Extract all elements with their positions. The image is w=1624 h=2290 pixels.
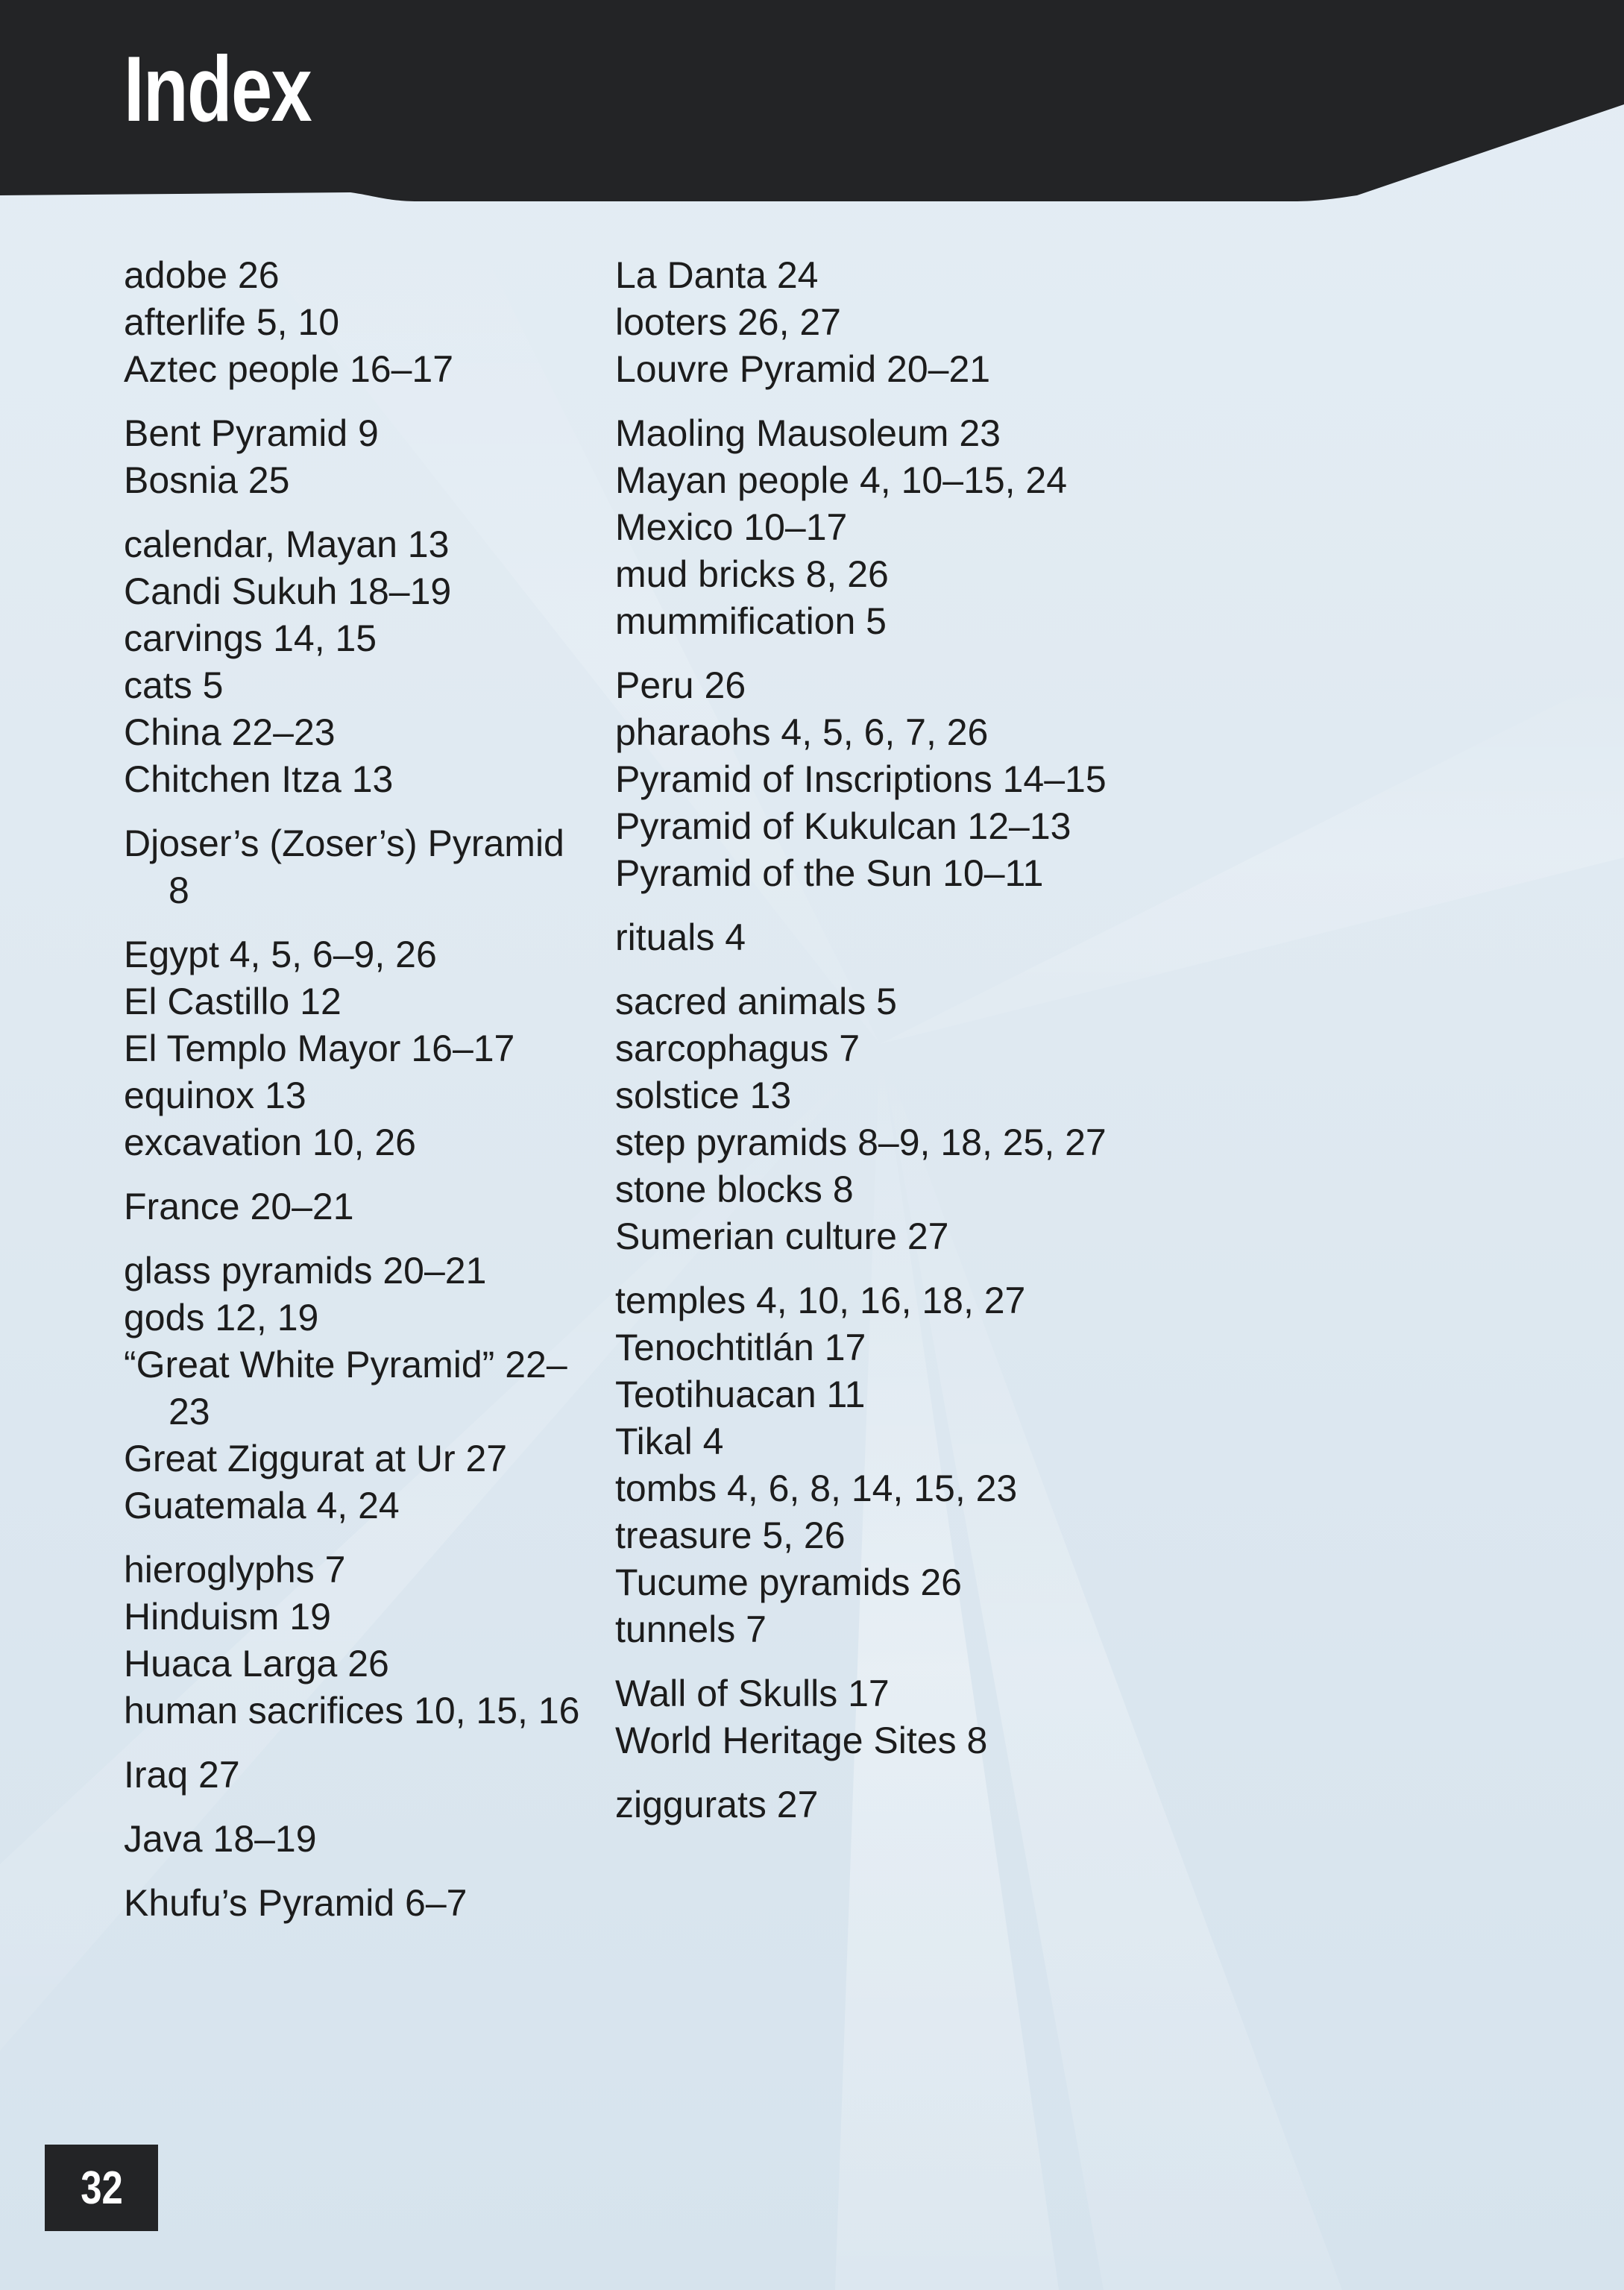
index-entry: pharaohs 4, 5, 6, 7, 26	[615, 711, 989, 753]
index-entry: mummification 5	[615, 600, 887, 642]
index-entry: stone blocks 8	[615, 1168, 854, 1210]
index-group	[124, 1752, 586, 1799]
index-entry: human sacrifices 10, 15, 16	[124, 1690, 580, 1731]
index-entry: Peru 26	[615, 664, 746, 706]
index-entry: Bosnia 25	[124, 459, 290, 501]
index-entry: Guatemala 4, 24	[124, 1485, 400, 1526]
index-entry: Djoser’s (Zoser’s) Pyramid 8	[124, 822, 564, 911]
index-entry: Wall of Skulls 17	[615, 1673, 890, 1714]
index-entry: adobe 26	[124, 254, 280, 296]
index-entry: Great Ziggurat at Ur 27	[124, 1438, 508, 1479]
index-entry: Tikal 4	[615, 1421, 724, 1462]
index-group	[124, 1248, 586, 1529]
index-entry: Pyramid of Inscriptions 14–15	[615, 758, 1107, 800]
index-group	[615, 252, 1182, 393]
index-entry: ziggurats 27	[615, 1784, 819, 1825]
page-number-box	[45, 2145, 158, 2231]
index-column-right	[615, 252, 1182, 1846]
index-entry: temples 4, 10, 16, 18, 27	[615, 1280, 1026, 1321]
page-title: Index	[124, 38, 312, 141]
index-entry: “Great White Pyramid” 22–23	[124, 1344, 567, 1432]
index-entry: Sumerian culture 27	[615, 1215, 949, 1257]
index-entry: Iraq 27	[124, 1754, 240, 1796]
index-group	[124, 1547, 586, 1734]
index-entry: China 22–23	[124, 711, 336, 753]
index-group	[615, 1277, 1182, 1653]
index-entry: tunnels 7	[615, 1608, 767, 1650]
index-group	[615, 662, 1182, 897]
index-column-left	[124, 252, 586, 1944]
index-entry: Pyramid of Kukulcan 12–13	[615, 805, 1071, 847]
index-entry: mud bricks 8, 26	[615, 553, 889, 595]
index-group	[615, 1781, 1182, 1828]
index-entry: Teotihuacan 11	[615, 1374, 866, 1415]
index-entry: El Templo Mayor 16–17	[124, 1028, 515, 1069]
index-entry: looters 26, 27	[615, 301, 841, 343]
index-entry: Maoling Mausoleum 23	[615, 412, 1001, 454]
index-group	[124, 1816, 586, 1863]
index-entry: calendar, Mayan 13	[124, 523, 450, 565]
index-entry: Khufu’s Pyramid 6–7	[124, 1882, 468, 1924]
index-group	[615, 410, 1182, 645]
index-entry: gods 12, 19	[124, 1297, 319, 1339]
index-entry: Mexico 10–17	[615, 506, 848, 548]
index-entry: Egypt 4, 5, 6–9, 26	[124, 934, 437, 975]
index-entry: Pyramid of the Sun 10–11	[615, 852, 1044, 894]
index-entry: Huaca Larga 26	[124, 1643, 389, 1685]
index-entry: Tenochtitlán 17	[615, 1327, 866, 1368]
index-entry: World Heritage Sites 8	[615, 1720, 988, 1761]
index-entry: carvings 14, 15	[124, 617, 377, 659]
index-group	[615, 1670, 1182, 1764]
index-entry: afterlife 5, 10	[124, 301, 340, 343]
index-group	[124, 252, 586, 393]
index-group	[124, 410, 586, 504]
index-entry: rituals 4	[615, 916, 746, 958]
index-entry: El Castillo 12	[124, 981, 342, 1022]
index-entry: Louvre Pyramid 20–21	[615, 348, 991, 390]
index-entry: excavation 10, 26	[124, 1122, 416, 1163]
index-group	[124, 521, 586, 803]
index-entry: La Danta 24	[615, 254, 819, 296]
index-entry: sacred animals 5	[615, 981, 897, 1022]
index-entry: Mayan people 4, 10–15, 24	[615, 459, 1068, 501]
index-entry: hieroglyphs 7	[124, 1549, 346, 1591]
index-entry: solstice 13	[615, 1075, 792, 1116]
index-entry: glass pyramids 20–21	[124, 1250, 487, 1292]
index-entry: Candi Sukuh 18–19	[124, 570, 452, 612]
index-group	[615, 978, 1182, 1260]
index-entry: Chitchen Itza 13	[124, 758, 394, 800]
index-entry: Bent Pyramid 9	[124, 412, 379, 454]
index-entry: cats 5	[124, 664, 224, 706]
index-group	[124, 931, 586, 1166]
index-entry: tombs 4, 6, 8, 14, 15, 23	[615, 1468, 1018, 1509]
index-entry: Java 18–19	[124, 1818, 317, 1860]
index-entry: sarcophagus 7	[615, 1028, 860, 1069]
index-group	[124, 1880, 586, 1927]
page-number: 32	[80, 2162, 123, 2214]
index-entry: step pyramids 8–9, 18, 25, 27	[615, 1122, 1107, 1163]
index-entry: Aztec people 16–17	[124, 348, 454, 390]
index-group	[615, 914, 1182, 961]
index-group	[124, 1183, 586, 1230]
index-entry: Hinduism 19	[124, 1596, 331, 1638]
index-entry: Tucume pyramids 26	[615, 1561, 962, 1603]
index-entry: France 20–21	[124, 1186, 354, 1227]
index-entry: treasure 5, 26	[615, 1514, 846, 1556]
index-group	[124, 820, 586, 914]
index-entry: equinox 13	[124, 1075, 306, 1116]
